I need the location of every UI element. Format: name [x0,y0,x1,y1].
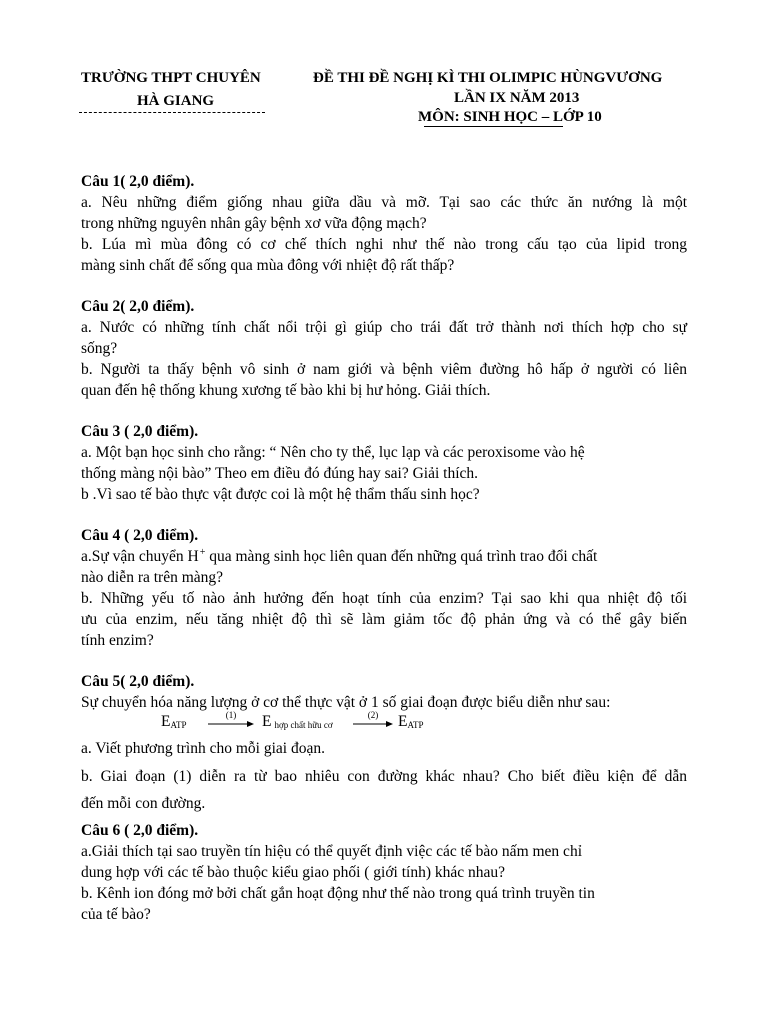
question-6-title: Câu 6 ( 2,0 điểm). [81,822,199,839]
question-3-title: Câu 3 ( 2,0 điểm). [81,423,199,440]
school-location: HÀ GIANG [137,93,215,109]
question-2-part-b-cont: quan đến hệ thống khung xương tế bào khi bị hư hỏng. Giải thích. [81,382,491,399]
question-3-part-a: a. Một bạn học sinh cho rằng: “ Nên cho ty thể, lục lạp và các peroxisome vào hệ [81,444,585,461]
question-1-title: Câu 1( 2,0 điểm). [81,173,195,190]
question-4-part-a [81,546,687,569]
question-6-part-a: a.Giải thích tại sao truyền tín hiệu có thể quyết định việc các tế bào nấm men chỉ [81,843,582,860]
question-2-part-b: b. Người ta thấy bệnh vô sinh ở nam giới và bệnh viêm đường hô hấp ở người có liên [81,361,687,378]
question-4-part-a-start: a.Sự vận chuyển H [81,548,199,565]
header-dashed-divider [79,112,265,113]
school-name: TRƯỜNG THPT CHUYÊN [81,70,261,86]
exam-subject: MÔN: SINH HỌC – LỚP 10 [418,109,602,125]
formula-subscript-atp: ATP [170,720,187,730]
formula-subscript-atp: ATP [407,720,424,730]
question-2-title: Câu 2( 2,0 điểm). [81,298,195,315]
question-4-part-b: b. Những yếu tố nào ảnh hưởng đến hoạt tính của enzim? Tại sao khi qua nhiệt độ tối [81,590,687,607]
question-3-part-a-cont: thống màng nội bào” Theo em điều đó đúng hay sai? Giải thích. [81,465,479,482]
formula-term-2 [262,713,333,731]
question-5-intro: Sự chuyển hóa năng lượng ở cơ thể thực vật ở 1 số giai đoạn được biểu diễn như sau: [81,694,611,711]
question-5-title: Câu 5( 2,0 điểm). [81,673,195,690]
question-6-part-a-cont: dung hợp với các tế bào thuộc kiểu giao phối ( giới tính) khác nhau? [81,864,506,881]
formula-term-3 [398,713,423,731]
question-4-title: Câu 4 ( 2,0 điểm). [81,527,199,544]
proton-charge-superscript: + [199,547,206,558]
formula-arrow-2-label: (2) [367,710,379,720]
formula-energy-symbol: E [262,713,272,730]
question-4-part-b-end: tính enzim? [81,632,154,649]
formula-arrow-1-label: (1) [225,710,237,720]
formula-energy-symbol: E [398,713,408,730]
question-5-part-a: a. Viết phương trình cho mỗi giai đoạn. [81,740,325,757]
question-2-part-a-cont: sống? [81,340,118,357]
formula-subscript-organic: hợp chất hữu cơ [274,720,333,730]
question-4-part-a-end: qua màng sinh học liên quan đến những quá trình trao đổi chất [205,548,598,565]
question-4-part-b-cont: ưu của enzim, nếu tăng nhiệt độ thì sẽ làm giảm tốc độ phản ứng và có thể gây biến [81,611,687,628]
exam-title: ĐỀ THI ĐỀ NGHỊ KÌ THI OLIMPIC HÙNGVƯƠNG [313,70,663,86]
question-6-part-b-cont: của tế bào? [81,906,151,923]
formula-arrow-1 [207,711,255,731]
question-4-part-a-cont: nào diễn ra trên màng? [81,569,224,586]
exam-edition: LẦN IX NĂM 2013 [454,90,580,106]
formula-arrow-2 [352,711,394,731]
formula-term-1 [161,713,186,731]
question-3-part-b: b .Vì sao tế bào thực vật được coi là một hệ thẩm thấu sinh học? [81,486,480,503]
formula-energy-symbol: E [161,713,171,730]
question-5-part-b-cont: đến mỗi con đường. [81,795,206,812]
question-1-part-a-cont: trong những nguyên nhân gây bệnh xơ vữa động mạch? [81,215,427,232]
question-2-part-a: a. Nước có những tính chất nổi trội gì giúp cho trái đất trở thành nơi thích hợp cho sự [81,319,687,336]
energy-conversion-formula [0,711,768,735]
question-5-part-b: b. Giai đoạn (1) diễn ra từ bao nhiêu con đường khác nhau? Cho biết điều kiện để dẫn [81,768,687,785]
question-1-part-a: a. Nêu những điểm giống nhau giữa dầu và mỡ. Tại sao các thức ăn nướng là một [81,194,687,211]
question-6-part-b: b. Kênh ion đóng mở bởi chất gắn hoạt động như thế nào trong quá trình truyền tin [81,885,595,902]
question-1-part-b: b. Lúa mì mùa đông có cơ chế thích nghi như thế nào trong cấu tạo của lipid trong [81,236,687,253]
question-1-part-b-cont: màng sinh chất để sống qua mùa đông với nhiệt độ rất thấp? [81,257,455,274]
subject-underline [424,126,563,127]
